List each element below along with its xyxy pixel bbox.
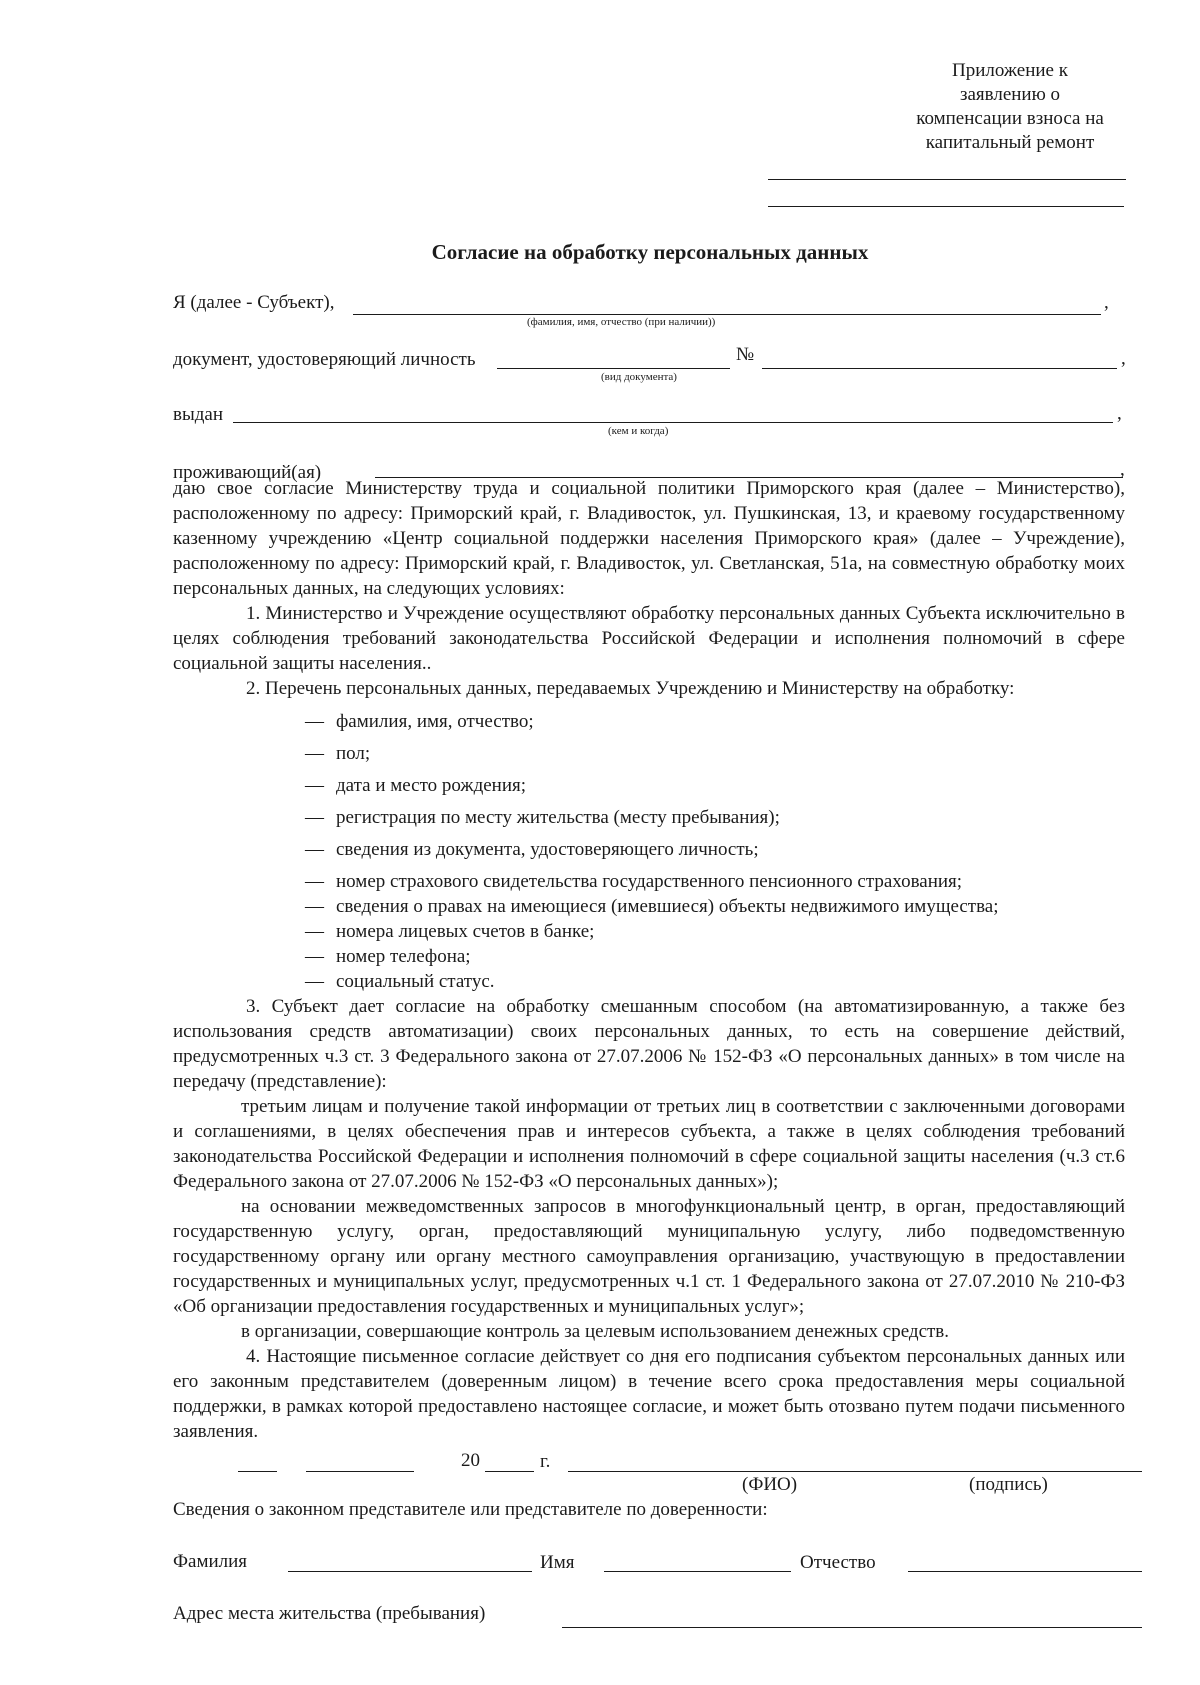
comma: , bbox=[1121, 348, 1126, 369]
list-item: — номера лицевых счетов в банке; bbox=[305, 921, 595, 942]
date-day-field[interactable] bbox=[238, 1471, 277, 1472]
clause-2: 2. Перечень персональных данных, передаваемых Учреждению и Министерству на обработку: bbox=[246, 678, 1015, 699]
surname-field[interactable] bbox=[288, 1571, 532, 1572]
representative-heading: Сведения о законном представителе или представителе по доверенности: bbox=[173, 1499, 768, 1520]
appendix-blank-line-2[interactable] bbox=[768, 206, 1124, 207]
issued-by-field[interactable] bbox=[233, 422, 1113, 423]
clause-3-third-parties: третьим лицам и получение такой информации от третьих лиц в соответствии с заключенными договорами и соглашениями, в целях обеспечения прав и интересов субъекта, а также в целях соблюдения требований законодательства Российской Федерации и исполнения полномочий в сфере социальной защиты населения (ч.3 ст.6 Федерального закона от 27.07.2006 № 152-ФЗ «О персональных данных»); bbox=[173, 1096, 1125, 1192]
issued-label: выдан bbox=[173, 404, 224, 425]
list-item: — социальный статус. bbox=[305, 971, 495, 992]
date-month-field[interactable] bbox=[306, 1471, 414, 1472]
consent-body bbox=[173, 476, 1125, 1444]
name-field[interactable] bbox=[604, 1571, 791, 1572]
surname-label: Фамилия bbox=[173, 1551, 248, 1572]
dash-icon: — bbox=[305, 921, 324, 942]
list-item: — дата и место рождения; bbox=[305, 775, 527, 796]
date-year-field[interactable] bbox=[485, 1471, 534, 1472]
signature-caption: (подпись) bbox=[969, 1474, 1048, 1495]
patronymic-field[interactable] bbox=[908, 1571, 1142, 1572]
name-label: Имя bbox=[540, 1552, 575, 1573]
dash-icon: — bbox=[305, 711, 324, 732]
dash-icon: — bbox=[305, 871, 324, 892]
address-field[interactable] bbox=[562, 1627, 1142, 1628]
document-type-field[interactable] bbox=[497, 368, 730, 369]
document-type-hint: (вид документа) bbox=[601, 371, 677, 383]
comma: , bbox=[1117, 403, 1122, 424]
list-item: — пол; bbox=[305, 743, 371, 764]
dash-icon: — bbox=[305, 839, 324, 860]
clause-3-interagency: на основании межведомственных запросов в многофункциональный центр, в орган, предоставляющий государственную услугу, орган, предоставляющий муниципальную услугу, либо подведомственную государственному органу или органу местного самоуправления организацию, участвующую в предоставлении государственных и муниципальных услуг, предусмотренных ч.1 ст. 1 Федерального закона от 27.07.2010 № 210-ФЗ «Об организации предоставления государственных и муниципальных услуг»; bbox=[173, 1196, 1125, 1317]
appendix-line: компенсации взноса на bbox=[916, 108, 1104, 129]
address-label: Адрес места жительства (пребывания) bbox=[173, 1603, 486, 1624]
subject-name-field[interactable] bbox=[353, 314, 1101, 315]
issued-by-hint: (кем и когда) bbox=[608, 425, 669, 437]
year-prefix: 20 bbox=[461, 1450, 480, 1471]
appendix-blank-line-1[interactable] bbox=[768, 179, 1126, 180]
fio-signature-field[interactable] bbox=[568, 1471, 1142, 1472]
list-item: — сведения из документа, удостоверяющего личность; bbox=[305, 839, 759, 860]
patronymic-label: Отчество bbox=[800, 1552, 876, 1573]
clause-3: 3. Субъект дает согласие на обработку смешанным способом (на автоматизированную, а также без использования средств автоматизации) своих персональных данных, то есть на совершение действий, предусмотренных ч.3 ст. 3 Федерального закона от 27.07.2006 № 152-ФЗ «О персональных данных» в том числе на передачу (представление): bbox=[173, 996, 1125, 1092]
list-item: — фамилия, имя, отчество; bbox=[305, 711, 534, 732]
list-item: — номер страхового свидетельства государственного пенсионного страхования; bbox=[305, 871, 963, 892]
appendix-note bbox=[905, 59, 1115, 155]
list-item: — номер телефона; bbox=[305, 946, 471, 967]
year-suffix: г. bbox=[540, 1451, 551, 1472]
dash-icon: — bbox=[305, 946, 324, 967]
comma: , bbox=[1104, 292, 1109, 313]
personal-data-list bbox=[173, 709, 1125, 994]
appendix-line: капитальный ремонт bbox=[925, 132, 1095, 153]
dash-icon: — bbox=[305, 896, 324, 917]
list-item: — регистрация по месту жительства (месту пребывания); bbox=[305, 807, 780, 828]
comma: , bbox=[1120, 459, 1125, 480]
appendix-line: заявлению о bbox=[959, 84, 1061, 105]
clause-4: 4. Настоящие письменное согласие действует со дня его подписания субъектом персональных данных или его законным представителем (доверенным лицом) в течение всего срока предоставления меры социальной поддержки, в рамках которой предоставлено настоящее согласие, и может быть отозвано путем подачи письменного заявления. bbox=[173, 1346, 1125, 1442]
dash-icon: — bbox=[305, 971, 324, 992]
clause-1: 1. Министерство и Учреждение осуществляют обработку персональных данных Субъекта исключительно в целях соблюдения требований законодательства Российской Федерации и исполнения полномочий в сфере социальной защиты населения.. bbox=[173, 603, 1125, 674]
clause-3-control: в организации, совершающие контроль за целевым использованием денежных средств. bbox=[241, 1321, 950, 1342]
fio-caption: (ФИО) bbox=[742, 1474, 798, 1495]
document-number-field[interactable] bbox=[762, 368, 1117, 369]
residing-label: проживающий(ая) bbox=[173, 462, 322, 483]
appendix-line: Приложение к bbox=[952, 60, 1068, 81]
subject-name-hint: (фамилия, имя, отчество (при наличии)) bbox=[527, 316, 716, 328]
list-item: — сведения о правах на имеющиеся (имевшиеся) объекты недвижимого имущества; bbox=[305, 896, 999, 917]
dash-icon: — bbox=[305, 743, 324, 764]
identity-document-label: документ, удостоверяющий личность bbox=[173, 349, 476, 370]
dash-icon: — bbox=[305, 807, 324, 828]
document-number-label: № bbox=[736, 344, 755, 365]
intro-paragraph: даю свое согласие Министерству труда и социальной политики Приморского края (далее – Министерство), расположенному по адресу: Приморский край, г. Владивосток, ул. Пушкинская, 13, и краевому государственному казенному учреждению «Центр социальной поддержки населения Приморского края» (далее – Учреждение), расположенному по адресу: Приморский край, г. Владивосток, ул. Светланская, 51а, на совместную обработку моих персональных данных, на следующих условиях: bbox=[173, 478, 1125, 599]
subject-label: Я (далее - Субъект), bbox=[173, 292, 335, 313]
dash-icon: — bbox=[305, 775, 324, 796]
document-title: Согласие на обработку персональных данных bbox=[431, 240, 869, 264]
